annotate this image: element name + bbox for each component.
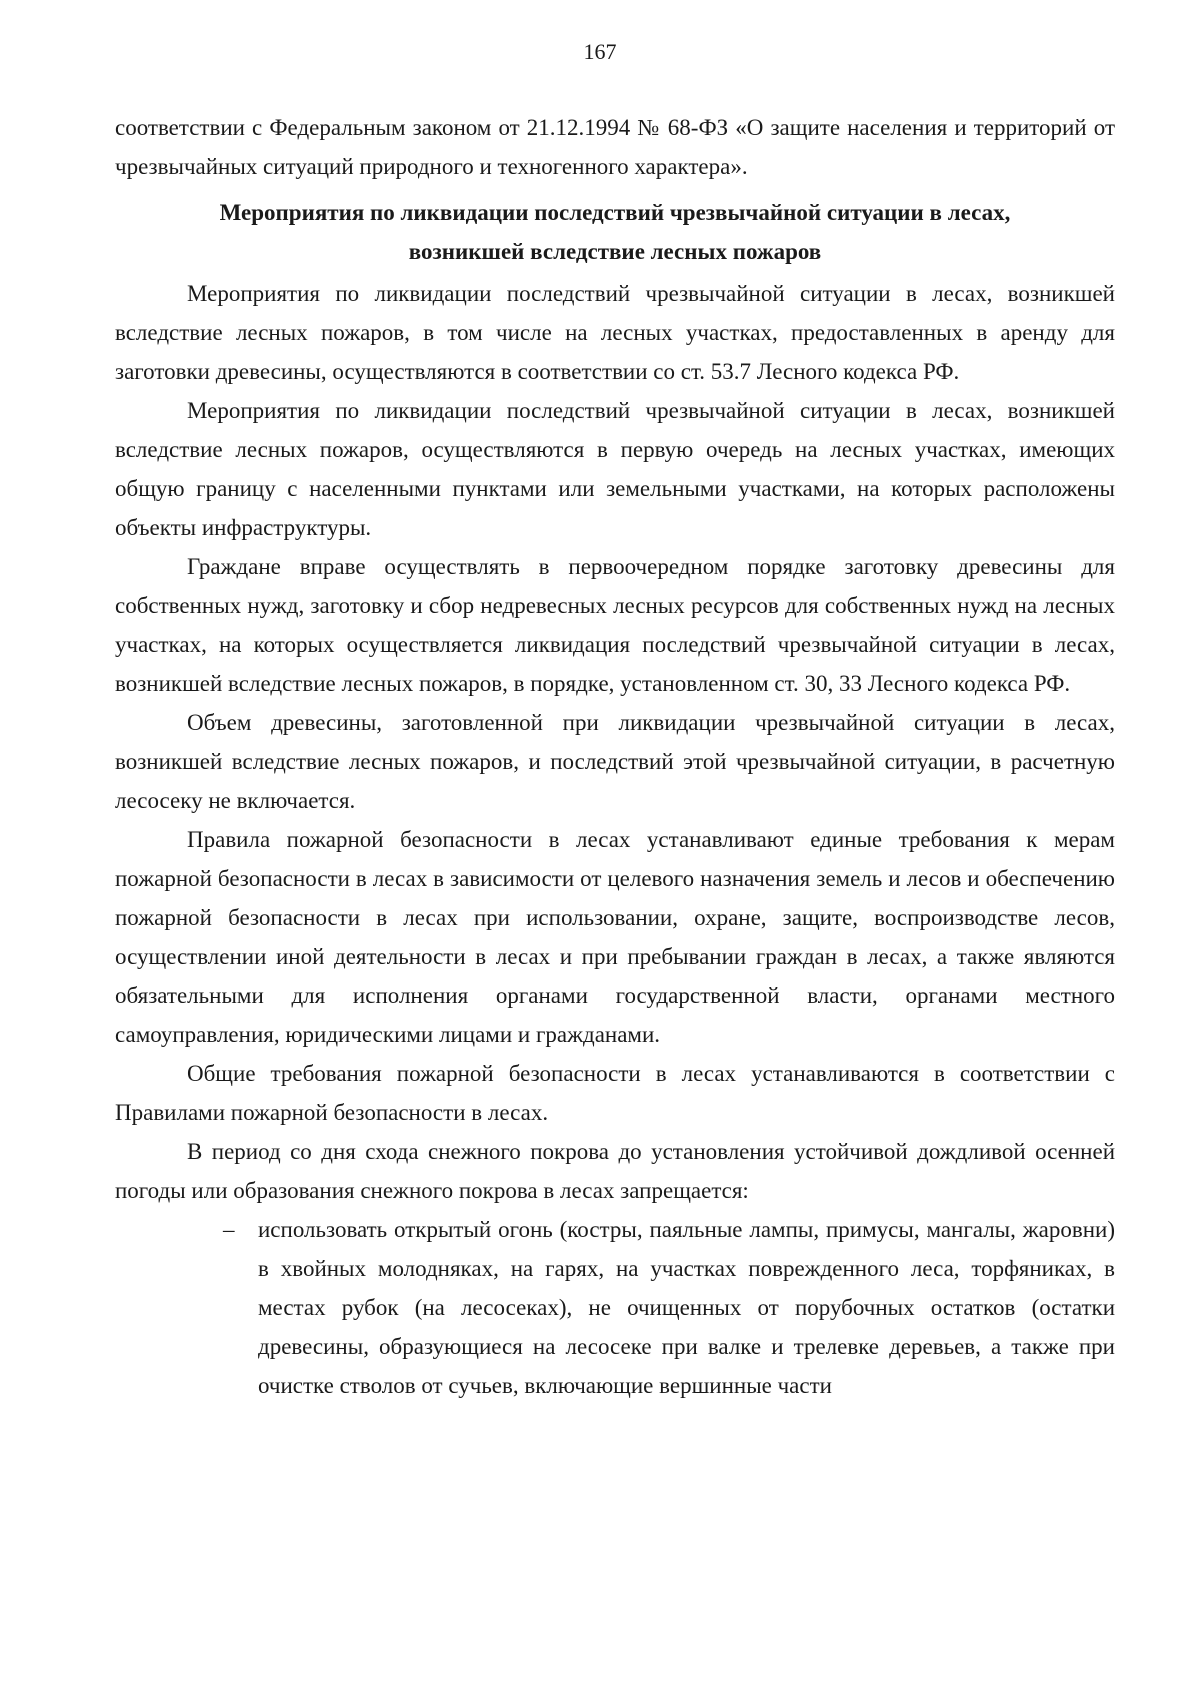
paragraph-7: В период со дня схода снежного покрова до установления устойчивой дождливой осенней погоды или образования снежного покрова в лесах запрещается:	[115, 1139, 1115, 1203]
page-number: 167	[583, 39, 617, 64]
section-heading-line-1: Мероприятия по ликвидации последствий чрезвычайной ситуации в лесах,	[219, 200, 1011, 225]
paragraph-2: Мероприятия по ликвидации последствий чрезвычайной ситуации в лесах, возникшей вследствие лесных пожаров, осуществляются в первую очередь на лесных участках, имеющих общую границу с населенными пунктами или земельными участками, на которых расположены объекты инфраструктуры.	[115, 398, 1115, 540]
intro-paragraph: соответствии с Федеральным законом от 21.12.1994 № 68-ФЗ «О защите населения и территорий от чрезвычайных ситуаций природного и техногенного характера».	[115, 115, 1115, 179]
paragraph-3: Граждане вправе осуществлять в первоочередном порядке заготовку древесины для собственных нужд, заготовку и сбор недревесных лесных ресурсов для собственных нужд на лесных участках, на которых осуществляется ликвидация последствий чрезвычайной ситуации в лесах, возникшей вследствие лесных пожаров, в порядке, установленном ст. 30, 33 Лесного кодекса РФ.	[115, 554, 1115, 696]
list-item-text: использовать открытый огонь (костры, паяльные лампы, примусы, мангалы, жаровни) в хвойных молодняках, на гарях, на участках поврежденного леса, торфяниках, в местах рубок (на лесосеках), не очищенных от порубочных остатков (остатки древесины, образующиеся на лесосеке при валке и трелевке деревьев, а также при очистке стволов от сучьев, включающие вершинные части	[258, 1217, 1115, 1398]
section-heading	[115, 186, 1115, 274]
section-heading-line-2: возникшей вследствие лесных пожаров	[408, 239, 822, 264]
prohibition-list	[115, 1210, 1115, 1405]
list-dash-marker: –	[223, 1217, 235, 1242]
paragraph-6: Общие требования пожарной безопасности в лесах устанавливаются в соответствии с Правилами пожарной безопасности в лесах.	[115, 1061, 1115, 1125]
paragraph-5: Правила пожарной безопасности в лесах устанавливают единые требования к мерам пожарной безопасности в лесах в зависимости от целевого назначения земель и лесов и обеспечению пожарной безопасности в лесах при использовании, охране, защите, воспроизводстве лесов, осуществлении иной деятельности в лесах и при пребывании граждан в лесах, а также являются обязательными для исполнения органами государственной власти, органами местного самоуправления, юридическими лицами и гражданами.	[115, 827, 1115, 1047]
list-item	[115, 1210, 1115, 1405]
paragraph-4: Объем древесины, заготовленной при ликвидации чрезвычайной ситуации в лесах, возникшей вследствие лесных пожаров, и последствий этой чрезвычайной ситуации, в расчетную лесосеку не включается.	[115, 710, 1115, 813]
paragraph-1: Мероприятия по ликвидации последствий чрезвычайной ситуации в лесах, возникшей вследствие лесных пожаров, в том числе на лесных участках, предоставленных в аренду для заготовки древесины, осуществляются в соответствии со ст. 53.7 Лесного кодекса РФ.	[115, 281, 1115, 384]
page-body	[115, 108, 1115, 1405]
